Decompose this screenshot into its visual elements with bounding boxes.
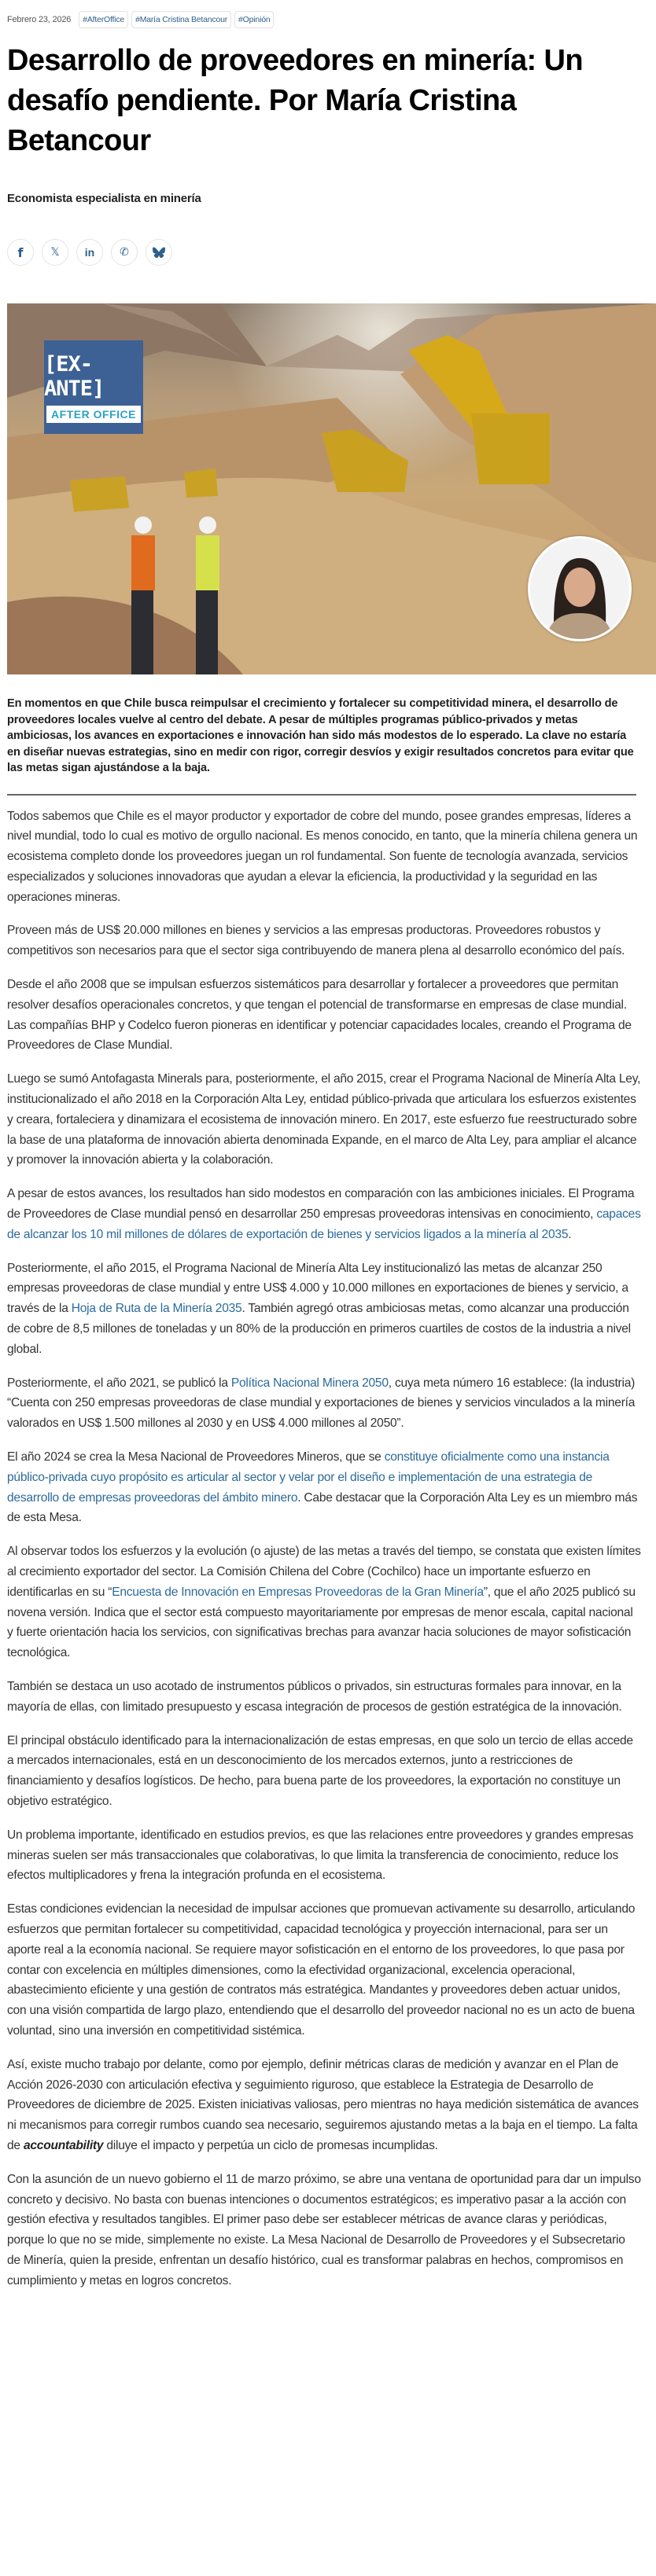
article-paragraph bbox=[7, 1259, 641, 1360]
author-description: Economista especialista en minería bbox=[7, 192, 201, 205]
paragraph-text: Estas condiciones evidencian la necesidad de impulsar acciones que promuevan activamente su desarrollo, articulando esfuerzos que permitan fortalecer su competitividad, capacidad tecnológica y proyección internacional, para ser un aporte real a la economía nacional. Se requiere mayor sofisticación en el entorno de los proveedores, lo que pasa por contar con excelencia en múltiples dimensiones, como la efectividad organizacional, excelencia operacional, abastecimiento eficiente y una gestión de contratos más estratégica. Mandantes y proveedores deben actuar unidos, con una visión compartida de largo plazo, entendiendo que el desarrollo del proveedor nacional no es un acto de buena voluntad, sino una inversión en competitividad sistémica. bbox=[7, 1902, 636, 2038]
inline-link[interactable]: capaces de alcanzar los 10 mil millones de dólares de exportación de bienes y servicios ligados a la minería al 2035 bbox=[7, 1207, 641, 1241]
paragraph-text: También se destaca un uso acotado de instrumentos públicos o privados, sin estructuras formales para innovar, en la mayoría de ellas, con limitado presupuesto y escasa integración de procesos de gestión estratégica de la innovación. bbox=[7, 1679, 622, 1714]
article-paragraph bbox=[7, 1825, 641, 1886]
paragraph-text: Posteriormente, el año 2015, el Programa Nacional de Minería Alta Ley institucionalizó las metas de alcanzar 250 empresas proveedoras de clase mundial y entre US$ 4.000 y 10.000 millones en exportaciones de bienes y servicio, a través de la bbox=[7, 1261, 628, 1316]
x-icon: 𝕏 bbox=[50, 246, 60, 259]
article-paragraph bbox=[7, 2170, 641, 2291]
article-paragraph bbox=[7, 2055, 641, 2156]
article-meta bbox=[7, 0, 649, 31]
page-title: Desarrollo de proveedores en minería: Un desafío pendiente. Por María Cristina Betancour bbox=[7, 44, 584, 157]
article-paragraph bbox=[7, 807, 641, 908]
article-body bbox=[7, 807, 641, 2291]
whatsapp-icon: ✆ bbox=[120, 246, 129, 259]
paragraph-text: , cuya meta número 16 establece: (la industria) “Cuenta con 250 empresas proveedoras de clase mundial y exportaciones de bienes y servicios vinculados a la minería valorados en US$ 1.500 millones al 2030 y en US$ 4.000 millones al 2050”. bbox=[7, 1376, 636, 1431]
ex-ante-logo bbox=[44, 340, 143, 434]
share-x-button[interactable] bbox=[42, 239, 68, 266]
paragraph-text: . También agregó otras ambiciosas metas, como alcanzar una producción de cobre de 8,5 millones de toneladas y un 80% de la producción en primeros cuartiles de costos de la industria a nivel global. bbox=[7, 1302, 631, 1356]
share-bar bbox=[7, 239, 649, 266]
share-facebook-button[interactable] bbox=[7, 239, 34, 266]
paragraph-text: A pesar de estos avances, los resultados han sido modestos en comparación con las ambiciones iniciales. El Programa de Proveedores de Clase mundial pensó en desarrollar 250 empresas proveedoras intensivas en conocimiento, bbox=[7, 1187, 635, 1222]
author-photo bbox=[530, 538, 629, 639]
paragraph-text: Proveen más de US$ 20.000 millones en bienes y servicios a las empresas productoras. Proveedores robustos y competitivos son necesarios para que el sector siga contribuyendo de manera plena al desarrollo económico del país. bbox=[7, 924, 625, 958]
bluesky-icon bbox=[153, 247, 165, 258]
paragraph-text: El principal obstáculo identificado para la internacionalización de estas empresas, en que solo un tercio de ellas accede a mercados internacionales, está en un desconocimiento de los mercados externos, junto a restricciones de financiamiento y desafíos logísticos. De hecho, para buena parte de los proveedores, la exportación no constituye un objetivo estratégico. bbox=[7, 1733, 633, 1808]
article-paragraph bbox=[7, 1184, 641, 1244]
inline-link[interactable]: Política Nacional Minera 2050 bbox=[230, 1376, 389, 1390]
logo-wordmark: [EX-ANTE] bbox=[44, 351, 105, 401]
author-portrait bbox=[528, 536, 632, 641]
tag-opinion[interactable]: #Opinión bbox=[234, 11, 274, 28]
share-linkedin-button[interactable] bbox=[76, 239, 103, 266]
article-paragraph bbox=[7, 1447, 641, 1528]
article-paragraph bbox=[7, 921, 641, 961]
publish-date: Febrero 23, 2026 bbox=[7, 15, 72, 24]
article-paragraph bbox=[7, 1731, 641, 1812]
article-paragraph bbox=[7, 1373, 641, 1434]
inline-link[interactable]: Encuesta de Innovación en Empresas Proveedoras de la Gran Minería bbox=[112, 1585, 484, 1599]
paragraph-text: Un problema importante, identificado en estudios previos, es que las relaciones entre proveedores y grandes empresas mineras suelen ser más transaccionales que colaborativas, lo que limita la transferencia de conocimiento, reduce los efectos multiplicadores y frena la integración profunda en el ecosistema. bbox=[7, 1828, 634, 1883]
divider bbox=[7, 794, 636, 796]
paragraph-text: El año 2024 se crea la Mesa Nacional de Proveedores Mineros, que se bbox=[7, 1450, 385, 1464]
linkedin-icon: in bbox=[84, 246, 95, 259]
tag-afteroffice[interactable]: #AfterOffice bbox=[79, 11, 128, 28]
facebook-icon: f bbox=[17, 244, 24, 260]
paragraph-text: . bbox=[568, 1227, 572, 1241]
tag-author[interactable]: #María Cristina Betancour bbox=[131, 11, 231, 28]
emphasis-text: accountability bbox=[23, 2138, 104, 2152]
paragraph-text: Desde el año 2008 que se impulsan esfuerzos sistemáticos para desarrollar y fortalecer a proveedores que permitan resolver desafíos operacionales concretos, y que tengan el potencial de transformarse en empresas de clase mundial. Las compañías BHP y Codelco fueron pioneras en identificar y potenciar capacidades locales, creando el Programa de Proveedores de Clase Mundial. bbox=[7, 978, 632, 1053]
article-paragraph bbox=[7, 1677, 641, 1718]
paragraph-text: Con la asunción de un nuevo gobierno el 11 de marzo próximo, se abre una ventana de oportunidad para dar un impulso concreto y decisivo. No basta con buenas intenciones o documentos estratégicos; es imperativo pasar a la acción con gestión efectiva y resultados tangibles. El primer paso debe ser establecer métricas de avance claras y periódicas, porque lo que no se mide, simplemente no existe. La Mesa Nacional de Desarrollo de Proveedores y el Subsecretario de Minería, quien la preside, enfrentan un desafío histórico, cual es transformar palabras en hechos, compromisos en cumplimiento y metas en logros concretos. bbox=[7, 2172, 641, 2288]
article-lead: En momentos en que Chile busca reimpulsar el crecimiento y fortalecer su competitividad minera, el desarrollo de proveedores locales vuelve al centro del debate. A pesar de múltiples programas público-privados y metas ambiciosas, los avances en exportaciones e innovación han sido más modestos de lo esperado. La clave no estaría en diseñar nuevas estrategias, sino en medir con rigor, corregir desvíos y exigir resultados concretos para evitar que las metas sigan ajustándose a la baja. bbox=[7, 697, 634, 774]
article-paragraph bbox=[7, 1542, 641, 1663]
paragraph-text: ”, que el año 2025 publicó su novena versión. Indica que el sector está compuesto mayoritariamente por empresas de menor escala, capital nacional y fuerte orientación hacia los servicios, con significativas brechas para avanzar hacia soluciones de mayor sofisticación tecnológica. bbox=[7, 1585, 636, 1660]
hero-image bbox=[7, 303, 656, 674]
share-whatsapp-button[interactable] bbox=[111, 239, 138, 266]
paragraph-text: Posteriormente, el año 2021, se publicó la bbox=[7, 1376, 231, 1390]
paragraph-text: diluye el impacto y perpetúa un ciclo de promesas incumplidas. bbox=[103, 2138, 438, 2152]
article-paragraph bbox=[7, 1069, 641, 1170]
paragraph-text: Todos sabemos que Chile es el mayor productor y exportador de cobre del mundo, posee grandes empresas, líderes a nivel mundial, todo lo cual es motivo de orgullo nacional. Es menos conocido, en tanto, que la minería chilena genera un ecosistema completo donde los proveedores juegan un rol fundamental. Son fuente de tecnología avanzada, servicios especializados y soluciones innovadoras que ayudan a elevar la eficiencia, la productividad y la seguridad en las operaciones mineras. bbox=[7, 809, 638, 904]
paragraph-text: Al observar todos los esfuerzos y la evolución (o ajuste) de las metas a través del tiempo, se constata que existen límites al crecimiento exportador del sector. La Comisión Chilena del Cobre (Cochilco) hace un importante esfuerzo en identificarlas en su “ bbox=[7, 1545, 641, 1599]
inline-link[interactable]: constituye oficialmente como una instancia público-privada cuyo propósito es articular al sector y velar por el diseño e implementación de una estrategia de desarrollo de empresas proveedoras del ámbito minero bbox=[7, 1450, 610, 1505]
share-bluesky-button[interactable] bbox=[146, 239, 172, 266]
article-paragraph bbox=[7, 1899, 641, 2041]
paragraph-text: . Cabe destacar que la Corporación Alta Ley es un miembro más de esta Mesa. bbox=[7, 1490, 638, 1525]
paragraph-text: Así, existe mucho trabajo por delante, como por ejemplo, definir métricas claras de medición y avanzar en el Plan de Acción 2026-2030 con articulación efectiva y seguimiento riguroso, que establece la Estrategia de Desarrollo de Proveedores de diciembre de 2025. Existen iniciativas valiosas, pero mientras no haya medición sistemática de avances ni mecanismos para corregir rumbos cuando sea necesario, seguiremos ajustando metas a la baja en el tiempo. La falta de bbox=[7, 2057, 639, 2152]
inline-link[interactable]: Hoja de Ruta de la Minería 2035 bbox=[71, 1302, 242, 1316]
logo-section: AFTER OFFICE bbox=[46, 406, 141, 423]
article-paragraph bbox=[7, 975, 641, 1056]
paragraph-text: Luego se sumó Antofagasta Minerals para, posteriormente, el año 2015, crear el Programa Nacional de Minería Alta Ley, institucionalizado el año 2018 en la Corporación Alta Ley, entidad público-privada que articulara los esfuerzos existentes y creara, fortaleciera y dinamizara el ecosistema de innovación minero. En 2017, este esfuerzo fue reestructurado sobre la base de una plataforma de innovación abierta denominada Expande, en el marco de Alta Ley, para ampliar el alcance y promover la innovación abierta y la colaboración. bbox=[7, 1072, 641, 1167]
